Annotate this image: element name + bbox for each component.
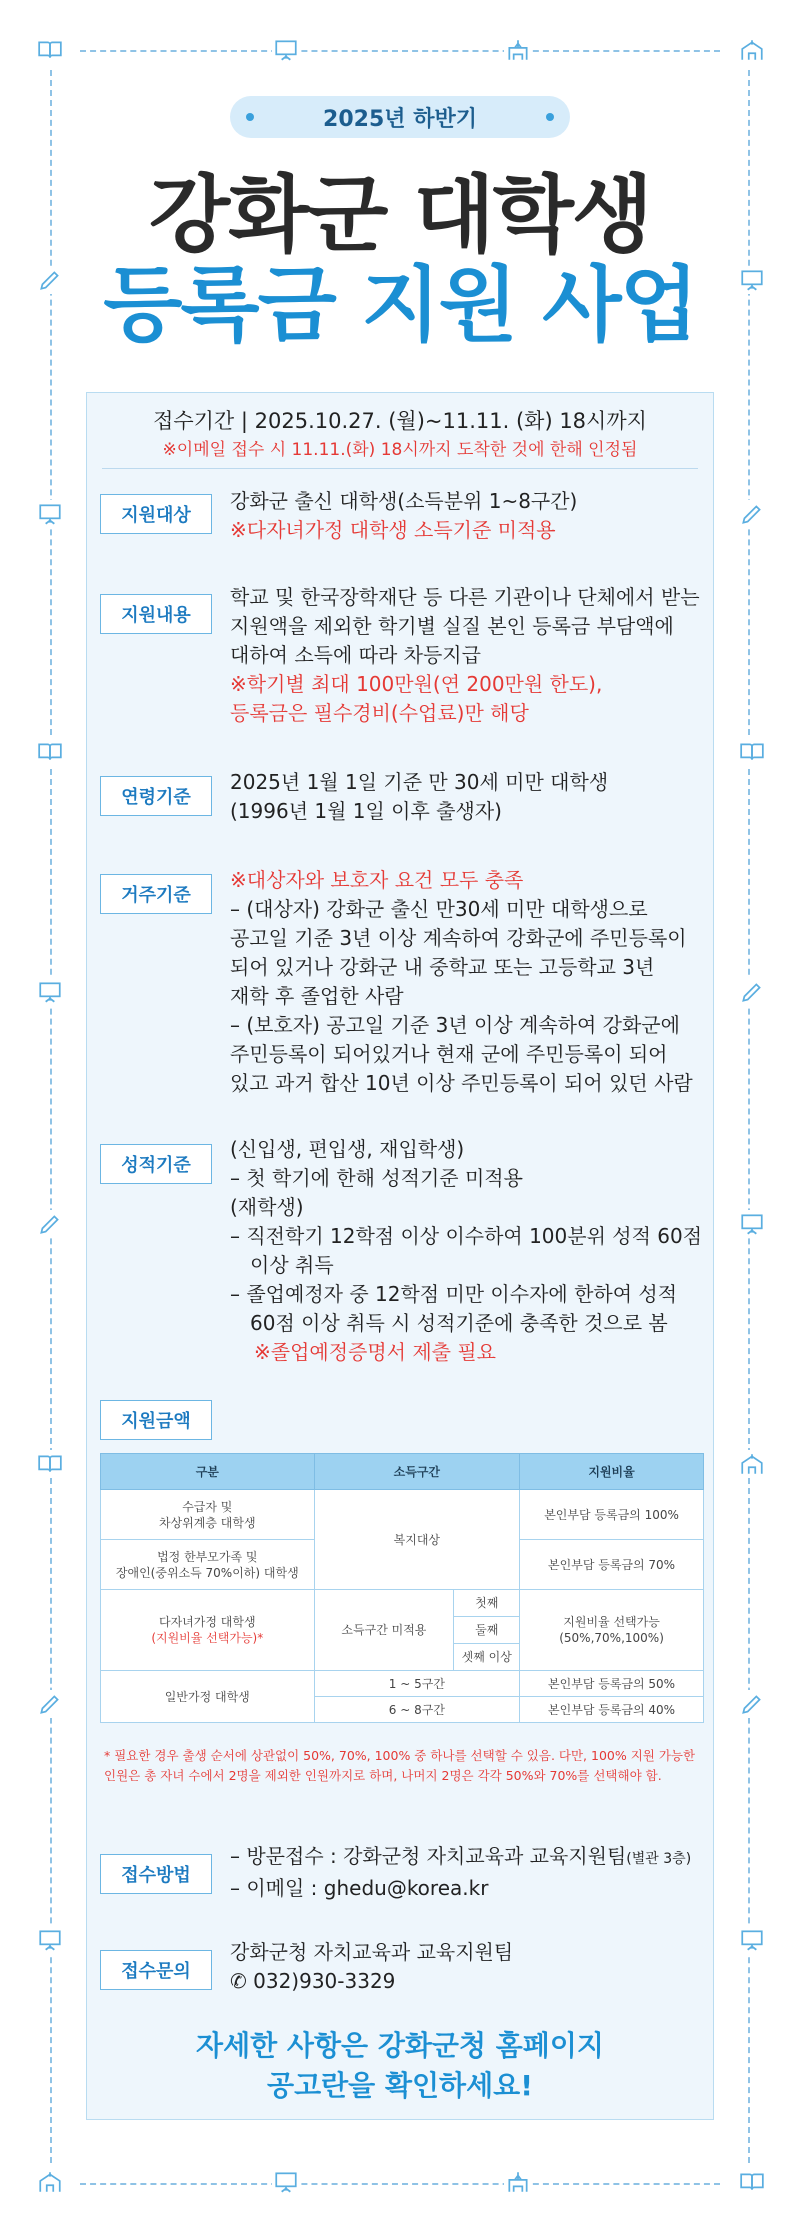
- content-note: 등록금은 필수경비(수업료)만 해당: [230, 701, 529, 725]
- grade-line: (신입생, 편입생, 재입학생): [230, 1137, 465, 1161]
- label-inquiry: 접수문의: [100, 1950, 212, 1990]
- phone-icon: ✆: [230, 1969, 254, 1993]
- content-line: 지원액을 제외한 학기별 실질 본인 등록금 부담액에: [230, 614, 674, 638]
- table-row: [101, 1590, 704, 1617]
- inquiry-phone: 032)930-3329: [253, 1969, 396, 1993]
- table-row: [101, 1671, 704, 1697]
- method-email: – 이메일 : ghedu@korea.kr: [230, 1876, 489, 1900]
- table-cell: 1 ~ 5구간: [314, 1671, 520, 1697]
- support-amount-table: [100, 1453, 704, 1723]
- grade-note: ※졸업예정증명서 제출 필요: [254, 1340, 496, 1364]
- book-icon: [36, 1450, 64, 1478]
- inquiry-phone-row: [230, 1967, 710, 1996]
- residence-line: – (대상자) 강화군 출신 만30세 미만 대학생으로: [230, 897, 648, 921]
- table-header-cell: 지원비율: [520, 1454, 704, 1490]
- age-body: [230, 768, 710, 826]
- method-visit-floor: (별관 3층): [626, 1851, 692, 1867]
- table-cell-text: 다자녀가정 대학생: [159, 1615, 256, 1629]
- grade-line: 60점 이상 취득 시 성적기준에 충족한 것으로 봄: [250, 1311, 668, 1335]
- label-age: 연령기준: [100, 776, 212, 816]
- method-visit: – 방문접수 : 강화군청 자치교육과 교육지원팀: [230, 1844, 627, 1868]
- table-footnote: * 필요한 경우 출생 순서에 상관없이 50%, 70%, 100% 중 하나를 선택할 수 있음. 다만, 100% 지원 가능한 인원은 총 자녀 수에서 2명을 제외한 인원까지로 하며, 나머지 2명은 각각 50%와 70%를 선택해야 함.: [104, 1748, 696, 1783]
- season-badge-text: 2025년 하반기: [323, 106, 477, 132]
- building-icon: [504, 36, 532, 64]
- table-cell: 셋째 이상: [454, 1644, 520, 1671]
- table-cell: 본인부담 등록금의 100%: [520, 1490, 704, 1540]
- grade-line: – 직전학기 12학점 이상 이수하여 100분위 성적 60점: [230, 1224, 703, 1248]
- table-cell: 첫째: [454, 1590, 520, 1617]
- residence-line: 되어 있거나 강화군 내 중학교 또는 고등학교 3년: [230, 955, 655, 979]
- table-cell: 지원비율 선택가능 (50%,70%,100%): [520, 1590, 704, 1671]
- closing-line1: 자세한 사항은 강화군청 홈페이지: [196, 2029, 604, 2062]
- table-cell: 둘째: [454, 1617, 520, 1644]
- residence-note: ※대상자와 보호자 요건 모두 충족: [230, 868, 524, 892]
- divider: [102, 468, 698, 469]
- label-grade: 성적기준: [100, 1144, 212, 1184]
- building-icon: [504, 2168, 532, 2196]
- label-amount: 지원금액: [100, 1400, 212, 1440]
- inquiry-body: [230, 1938, 710, 1996]
- board-icon: [36, 978, 64, 1006]
- table-header-row: [101, 1454, 704, 1490]
- application-period: 접수기간 | 2025.10.27. (월)~11.11. (화) 18시까지: [153, 409, 647, 433]
- table-cell: [101, 1590, 315, 1671]
- pencil-icon: [738, 1690, 766, 1718]
- age-line: (1996년 1월 1일 이후 출생자): [230, 799, 502, 823]
- residence-line: 재학 후 졸업한 사람: [230, 984, 404, 1008]
- book-icon: [738, 2168, 766, 2196]
- target-line: 강화군 출신 대학생(소득분위 1~8구간): [230, 489, 578, 513]
- table-cell-note: (지원비율 선택가능)*: [151, 1631, 264, 1645]
- page-title-line1: 강화군 대학생: [148, 166, 652, 264]
- label-residence: 거주기준: [100, 874, 212, 914]
- table-cell: 법정 한부모가족 및 장애인(중위소득 70%이하) 대학생: [101, 1540, 315, 1590]
- book-icon: [36, 36, 64, 64]
- frame-bottom-line: [80, 2183, 720, 2185]
- pencil-icon: [738, 978, 766, 1006]
- label-method: 접수방법: [100, 1854, 212, 1894]
- residence-body: [230, 866, 710, 1098]
- season-badge: [230, 96, 570, 138]
- table-cell: 일반가정 대학생: [101, 1671, 315, 1723]
- table-cell: 소득구간 미적용: [314, 1590, 454, 1671]
- board-icon: [272, 2168, 300, 2196]
- residence-line: 주민등록이 되어있거나 현재 군에 주민등록이 되어: [230, 1042, 668, 1066]
- target-note: ※다자녀가정 대학생 소득기준 미적용: [230, 518, 556, 542]
- book-icon: [36, 738, 64, 766]
- target-body: [230, 487, 710, 545]
- board-icon: [36, 1926, 64, 1954]
- label-content: 지원내용: [100, 594, 212, 634]
- frame-right-line: [748, 70, 750, 2163]
- content-body: [230, 583, 710, 728]
- table-cell: 본인부담 등록금의 70%: [520, 1540, 704, 1590]
- inquiry-team: 강화군청 자치교육과 교육지원팀: [230, 1940, 514, 1964]
- table-cell: 수급자 및 차상위계층 대학생: [101, 1490, 315, 1540]
- application-period-note: ※이메일 접수 시 11.11.(화) 18시까지 도착한 것에 한해 인정됨: [162, 440, 638, 460]
- content-line: 학교 및 한국장학재단 등 다른 기관이나 단체에서 받는: [230, 585, 700, 609]
- grade-line: 이상 취득: [250, 1253, 334, 1277]
- grade-line: – 졸업예정자 중 12학점 미만 이수자에 한하여 성적: [230, 1282, 678, 1306]
- book-icon: [738, 738, 766, 766]
- table-cell: 복지대상: [314, 1490, 520, 1590]
- grade-body: [230, 1135, 710, 1367]
- age-line: 2025년 1월 1일 기준 만 30세 미만 대학생: [230, 770, 609, 794]
- school-icon: [738, 1450, 766, 1478]
- grade-line: (재학생): [230, 1195, 304, 1219]
- table-cell: 본인부담 등록금의 50%: [520, 1671, 704, 1697]
- grade-line: – 첫 학기에 한해 성적기준 미적용: [230, 1166, 523, 1190]
- badge-dot: [246, 113, 254, 121]
- pencil-icon: [36, 1210, 64, 1238]
- method-line: [230, 1842, 710, 1874]
- table-cell: 6 ~ 8구간: [314, 1697, 520, 1723]
- school-icon: [738, 36, 766, 64]
- board-icon: [36, 500, 64, 528]
- label-target: 지원대상: [100, 494, 212, 534]
- residence-line: 공고일 기준 3년 이상 계속하여 강화군에 주민등록이: [230, 926, 687, 950]
- board-icon: [738, 1926, 766, 1954]
- frame-top-line: [80, 50, 720, 52]
- pencil-icon: [738, 500, 766, 528]
- pencil-icon: [36, 1690, 64, 1718]
- badge-dot: [546, 113, 554, 121]
- table-header-cell: 소득구간: [314, 1454, 520, 1490]
- board-icon: [738, 1210, 766, 1238]
- closing-line2: 공고란을 확인하세요!: [267, 2069, 533, 2102]
- page-title-line2: 등록금 지원 사업: [103, 258, 697, 353]
- residence-line: – (보호자) 공고일 기준 3년 이상 계속하여 강화군에: [230, 1013, 680, 1037]
- residence-line: 있고 과거 합산 10년 이상 주민등록이 되어 있던 사람: [230, 1071, 693, 1095]
- table-row: [101, 1490, 704, 1540]
- method-body: [230, 1842, 710, 1903]
- table-header-cell: 구분: [101, 1454, 315, 1490]
- table-cell: 본인부담 등록금의 40%: [520, 1697, 704, 1723]
- content-note: ※학기별 최대 100만원(연 200만원 한도),: [230, 672, 603, 696]
- school-icon: [36, 2168, 64, 2196]
- content-line: 대하여 소득에 따라 차등지급: [230, 643, 481, 667]
- board-icon: [272, 36, 300, 64]
- frame-left-line: [50, 70, 52, 2163]
